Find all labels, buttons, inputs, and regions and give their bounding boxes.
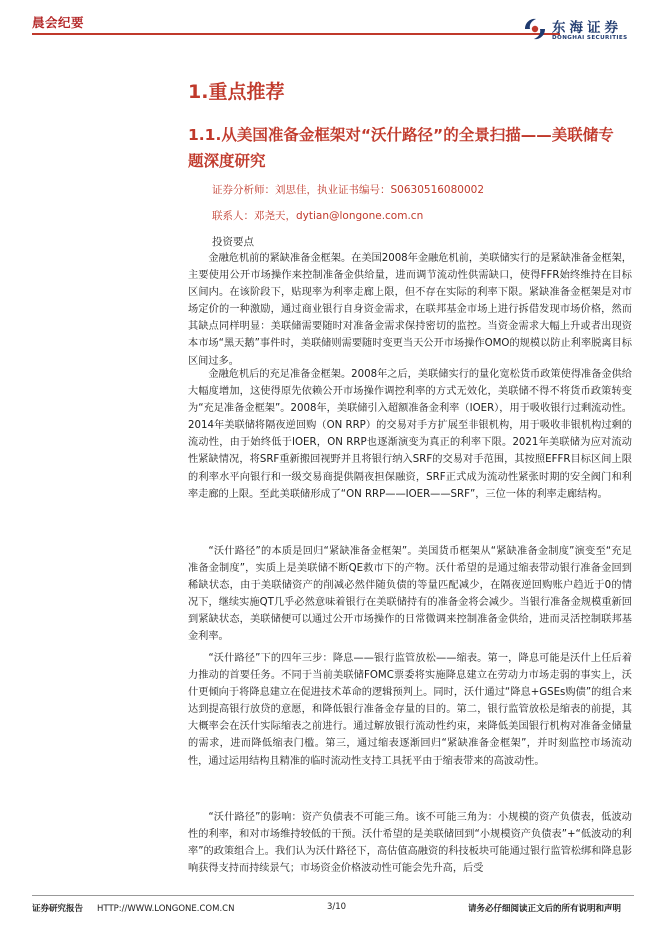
key-points-label: 投资要点 xyxy=(212,236,254,248)
report-type-title: 晨会纪要 xyxy=(32,15,85,30)
section-heading: 1.重点推荐 xyxy=(188,81,285,103)
footer-report-label xyxy=(32,902,234,914)
article-title: 1.1.从美国准备金框架对“沃什路径”的全景扫描——美联储专题深度研究 xyxy=(188,126,614,170)
paragraph-scarce-reserves xyxy=(188,250,632,370)
company-logo xyxy=(522,16,650,46)
contact-info: 联系人：邓尧天，dytian@longone.com.cn xyxy=(212,210,424,222)
paragraph-text: 金融危机前的紧缺准备金框架。在美国2008年金融危机前，美联储实行的是紧缺准备金框架，主要使用公开市场操作来控制准备金供给量，进而调节流动性供需缺口，使得FFR始终维持在目标区间内。在该阶段下，贴现率为利率走廊上限，但不存在实际的利率下限。紧缺准备金框架是对市场定价的一种激励，通过商业银行自身资金需求，在联邦基金市场上进行拆借发现市场价格，然而其缺点同样明显：美联储需要随时对准备金需求保持密切的监控。当资金需求大幅上升或者出现资本市场“黑天鹅”事件时，美联储则需要随时变更当天公开市场操作OMO的规模以防止利率脱离目标区间过多。 xyxy=(188,253,632,367)
footer-divider xyxy=(32,895,634,896)
logo-chinese-name: 东海证券 xyxy=(552,20,622,36)
analyst-info: 证券分析师：刘思佳，执业证书编号：S0630516080002 xyxy=(212,184,485,196)
paragraph-text: “沃什路径”的影响：资产负债表不可能三角。该不可能三角为：小规模的资产负债表，低波动性的利率，和对市场维持较低的干预。沃什希望的是美联储回到“小规模资产负债表”+“低波动的利率”的政策组合上。我们认为沃什路径下，高估值高融资的科技板块可能通过银行监管松绑和降息影响获得支持而持续景气；市场资金价格波动性可能会先升高，后受 xyxy=(188,812,632,875)
page-number: 3/10 xyxy=(327,902,347,912)
footer-disclaimer: 请务必仔细阅读正文后的所有说明和声明 xyxy=(468,904,622,914)
paragraph-warsh-essence xyxy=(188,543,632,646)
footer-label: 证券研究报告 xyxy=(32,904,84,914)
header-divider xyxy=(32,33,560,35)
logo-english-name: DONGHAI SECURITIES xyxy=(552,35,628,41)
footer-website-link[interactable]: HTTP://WWW.LONGONE.COM.CN xyxy=(97,904,235,914)
paragraph-ample-reserves xyxy=(188,366,632,503)
page-header xyxy=(0,0,662,46)
donghai-logo-icon xyxy=(522,16,548,42)
paragraph-text: “沃什路径”的本质是回归“紧缺准备金框架”。美国货币框架从“紧缺准备金制度”演变至“充足准备金制度”，实质上是美联储不断QE救市下的产物。沃什希望的是通过缩表带动银行准备金回到稀缺状态，由于美联储资产的削减必然伴随负债的等量匹配减少，在隔夜逆回购账户趋近于0的情况下，继续实施QT几乎必然意味着银行在美联储持有的准备金将会减少。当银行准备金规模重新回到紧缺状态，美联储便可以通过公开市场操作的日常微调来控制准备金供给，进而灵活控制联邦基金利率。 xyxy=(188,546,632,643)
paragraph-three-steps xyxy=(188,650,632,770)
paragraph-impact xyxy=(188,809,632,877)
paragraph-text: “沃什路径”下的四年三步：降息——银行监管放松——缩表。第一，降息可能是沃什上任后着力推动的首要任务。不同于当前美联储FOMC票委将实施降息建立在劳动力市场走弱的事实上，沃什更倾向于将降息建立在促进技术革命的逻辑预判上。同时，沃什通过“降息+GSEs购债”的组合来达到提高银行放贷的意愿，和降低银行准备金存量的目的。第二，银行监管放松是缩表的前提，其大概率会在沃什实际缩表之前进行。通过解放银行流动性约束，来降低美国银行机构对准备金储量的需求，进而降低缩表门槛。第三，通过缩表逐渐回归“紧缺准备金框架”，并时刻监控市场流动性，通过运用结构且精准的临时流动性支持工具抚平由于缩表带来的高波动性。 xyxy=(188,653,632,767)
paragraph-text: 金融危机后的充足准备金框架。2008年之后，美联储实行的量化宽松货币政策使得准备金供给大幅度增加，这使得原先依赖公开市场操作调控利率的方式无效化，美联储不得不将货币政策转变为“充足准备金框架”。2008年，美联储引入超额准备金利率（IOER），用于吸收银行过剩流动性。2014年美联储将隔夜逆回购（ON RRP）的交易对手方扩展至非银机构，用于吸收非银机构过剩的流动性，由于始终低于IOER，ON RRP也逐渐演变为真正的利率下限。2021年美联储为应对流动性紧缺情况，将SRF重新搬回视野并且将银行纳入SRF的交易对手范围，其按照EFFR目标区间上限的利率水平向银行和一级交易商提供隔夜担保融资，SRF正式成为流动性紧张时期的安全阀门和利率走廊的上限。至此美联储形成了“ON RRP——IOER——SRF”，三位一体的利率走廊结构。 xyxy=(188,369,632,500)
